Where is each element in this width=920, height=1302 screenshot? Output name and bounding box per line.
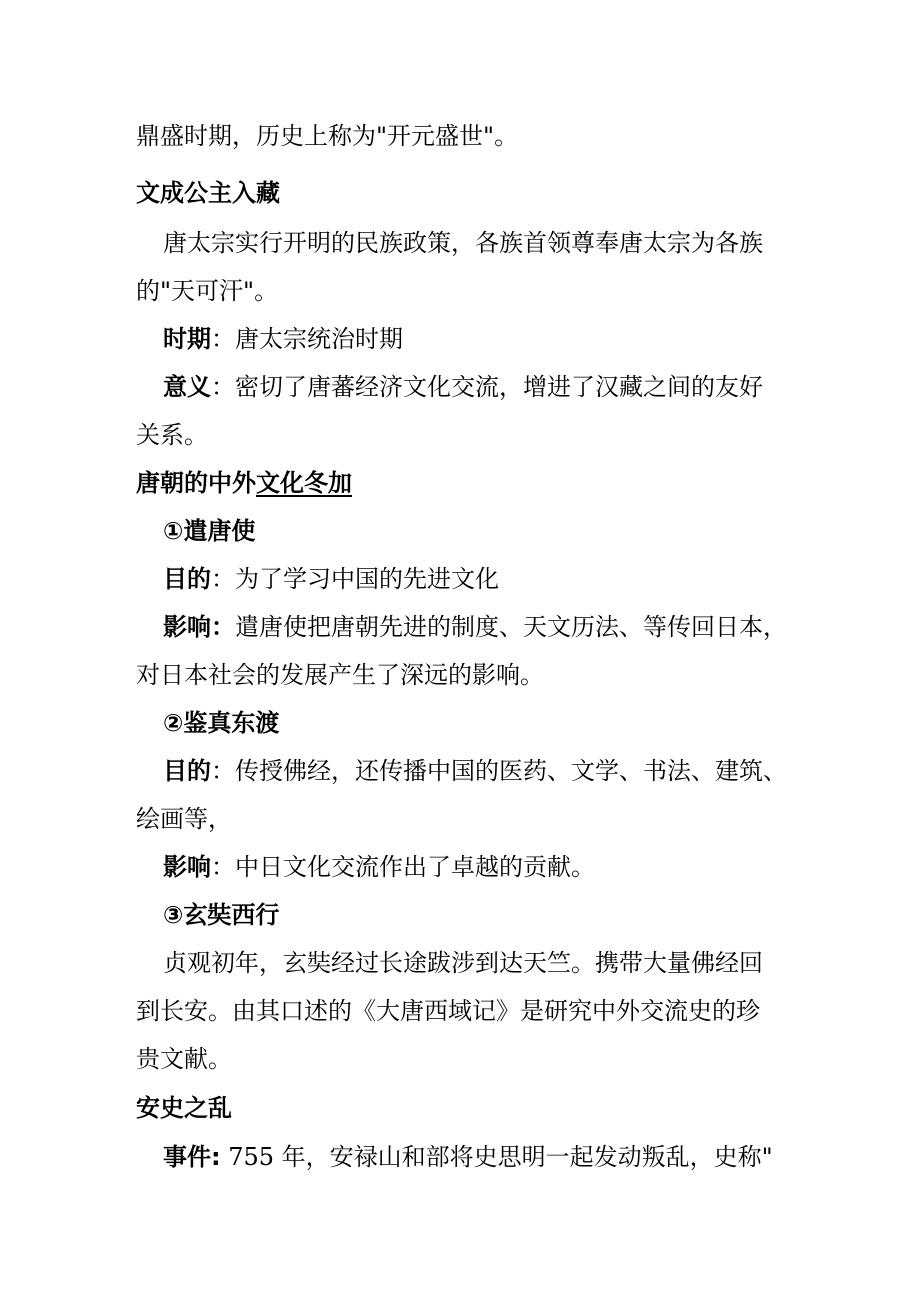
subheading-envoys [163, 515, 853, 547]
field-line-influence [163, 851, 853, 883]
paragraph-line [136, 995, 826, 1027]
text: 关系。 [136, 421, 208, 449]
paragraph-line [136, 120, 826, 152]
subheading-xuanzang [163, 899, 853, 931]
section-heading-wencheng [136, 177, 826, 209]
paragraph-line [136, 1043, 826, 1075]
subheading-text: ②鉴真东渡 [163, 709, 280, 737]
text: 贞观初年，玄奘经过长途跋涉到达天竺。携带大量佛经回 [163, 949, 763, 977]
text: 鼎盛时期，历史上称为"开元盛世"。 [136, 122, 519, 150]
heading-text-underlined: 文化冬加 [256, 469, 352, 497]
field-label: 影响： [163, 613, 235, 641]
heading-text: 文成公主入藏 [136, 179, 280, 207]
field-label: 目的 [163, 565, 211, 593]
field-line-period [163, 323, 853, 355]
section-heading-anshi [136, 1092, 826, 1124]
field-label: 时期 [163, 325, 211, 353]
text: 到长安。由其口述的《大唐西域记》是研究中外交流史的珍 [136, 997, 760, 1025]
field-value: ：传授佛经，还传播中国的医药、文学、书法、建筑、 [211, 757, 787, 785]
text: 唐太宗实行开明的民族政策，各族首领尊奉唐太宗为各族 [163, 229, 763, 257]
heading-text: 安史之乱 [136, 1094, 232, 1122]
field-label: 事件 [163, 1143, 211, 1171]
paragraph-line [163, 227, 853, 259]
paragraph-line [163, 947, 853, 979]
text: 的"天可汗"。 [136, 277, 279, 305]
field-line-purpose [163, 755, 853, 787]
field-value: ：为了学习中国的先进文化 [211, 565, 499, 593]
field-value: ：密切了唐蕃经济文化交流，增进了汉藏之间的友好 [211, 373, 763, 401]
field-label: 意义 [163, 373, 211, 401]
text: 绘画等， [136, 805, 232, 833]
field-value: ：中日文化交流作出了卓越的贡献。 [211, 853, 595, 881]
field-value: 遣唐使把唐朝先进的制度、天文历法、等传回日本， [235, 613, 787, 641]
subheading-text: ①遣唐使 [163, 517, 256, 545]
field-line-significance [163, 371, 853, 403]
field-label: 目的 [163, 757, 211, 785]
year-value: 755 [220, 1143, 275, 1171]
field-label: 影响 [163, 853, 211, 881]
field-line-influence [163, 611, 853, 643]
paragraph-line [136, 419, 826, 451]
paragraph-line [136, 275, 826, 307]
paragraph-line [136, 659, 826, 691]
text: 贵文献。 [136, 1045, 232, 1073]
field-line-purpose [163, 563, 853, 595]
heading-text: 唐朝的中外 [136, 469, 256, 497]
subheading-text: ③玄奘西行 [163, 901, 280, 929]
section-heading-foreign-exchange [136, 467, 826, 499]
field-colon: : [211, 1143, 221, 1171]
field-value: 年，安禄山和部将史思明一起发动叛乱，史称" [274, 1143, 773, 1171]
text: 对日本社会的发展产生了深远的影响。 [136, 661, 544, 689]
subheading-jianzhen [163, 707, 853, 739]
field-value: ：唐太宗统治时期 [211, 325, 403, 353]
paragraph-line [136, 803, 826, 835]
field-line-event [163, 1141, 853, 1173]
